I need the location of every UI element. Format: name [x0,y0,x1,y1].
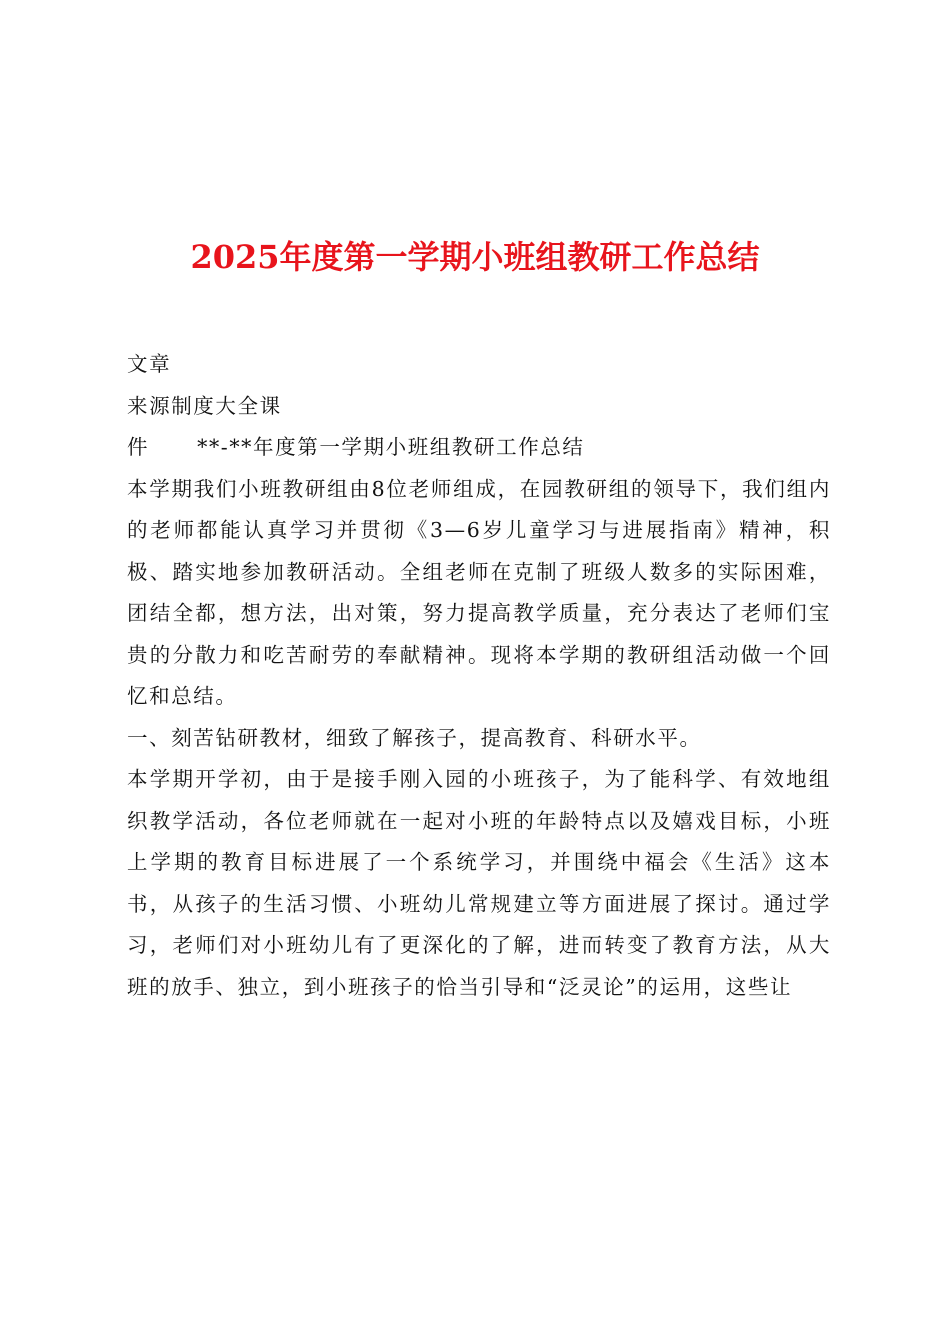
meta-line-3-text: **-**年度第一学期小班组教研工作总结 [197,435,585,459]
paragraph-intro: 本学期我们小班教研组由8位老师组成，在园教研组的领导下，我们组内的老师都能认真学习并贯彻《3—6岁儿童学习与进展指南》精神，积极、踏实地参加教研活动。全组老师在克制了班级人数多的实际困难，团结全都，想方法，出对策，努力提高教学质量，充分表达了老师们宝贵的分散力和吃苦耐劳的奉献精神。现将本学期的教研组活动做一个回忆和总结。 [127,476,831,708]
document-body [127,344,831,1008]
meta-line-2: 来源制度大全课 [127,393,282,418]
meta-line-1: 文章 [127,352,172,376]
section-heading-1: 一、刻苦钻研教材，细致了解孩子，提高教育、科研水平。 [127,725,702,750]
meta-line-3-prefix: 件 [127,435,150,459]
document-title: 2025年度第一学期小班组教研工作总结 [190,238,760,277]
paragraph-section-1: 本学期开学初，由于是接手刚入园的小班孩子，为了能科学、有效地组织教学活动，各位老师就在一起对小班的年龄特点以及嬉戏目标，小班上学期的教育目标进展了一个系统学习，并围绕中福会《生活》这本书，从孩子的生活习惯、小班幼儿常规建立等方面进展了探讨。通过学习，老师们对小班幼儿有了更深化的了解，进而转变了教育方法，从大班的放手、独立，到小班孩子的恰当引导和“泛灵论”的运用，这些让 [127,767,831,999]
meta-line-3 [127,427,831,469]
